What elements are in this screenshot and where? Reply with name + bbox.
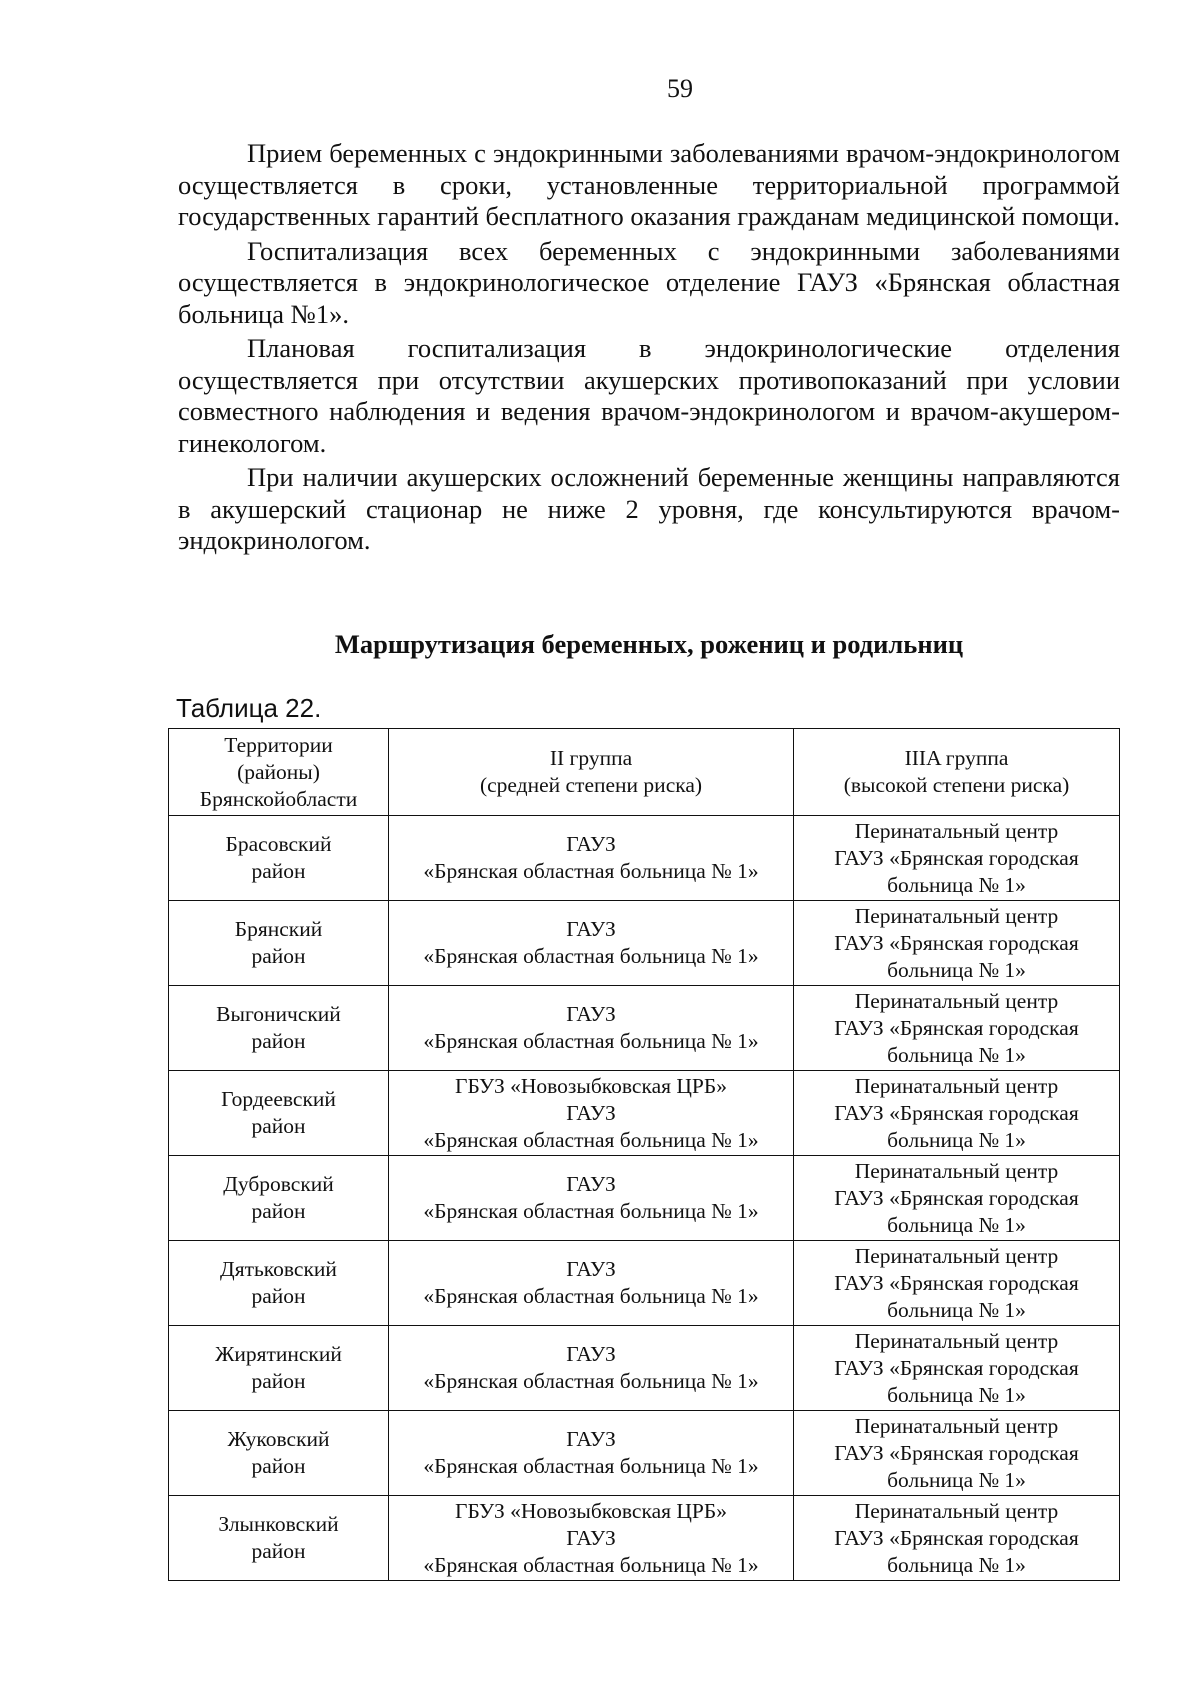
group-3a-cell — [794, 1071, 1120, 1156]
cell-line: «Брянская областная больница № 1» — [423, 859, 759, 883]
cell-line: район — [251, 1114, 306, 1138]
cell-line: Перинатальный центр — [854, 1073, 1059, 1098]
cell-line: больница № 1» — [887, 957, 1026, 982]
cell-line: Дубровский — [223, 1172, 334, 1196]
district-cell — [169, 1326, 389, 1411]
cell-line: «Брянская областная больница № 1» — [423, 1552, 759, 1577]
group-3a-cell — [794, 1496, 1120, 1581]
cell-line: ГАУЗ — [566, 1100, 616, 1125]
paragraph-obstetric-complications: При наличии акушерских осложнений беременные женщины направляются в акушерский стационар не ниже 2 уровня, где консультируются врачом-эндокринологом. — [178, 462, 1120, 555]
header-line: Территории — [224, 732, 333, 757]
cell-line: Перинатальный центр — [854, 818, 1059, 843]
cell-line: ГАУЗ «Брянская городская — [834, 1440, 1079, 1465]
paragraph-hospitalization: Госпитализация всех беременных с эндокринными заболеваниями осуществляется в эндокринологическое отделение ГАУЗ «Брянская областная больница №1». — [178, 235, 1120, 329]
cell-line: ГАУЗ «Брянская городская — [834, 1355, 1079, 1380]
cell-line: ГАУЗ «Брянская городская — [834, 845, 1079, 870]
cell-line: ГАУЗ — [566, 1257, 616, 1281]
group-3a-cell — [794, 816, 1120, 901]
cell-line: район — [251, 1539, 306, 1563]
cell-line: ГАУЗ — [566, 1525, 616, 1550]
table-row — [169, 1496, 1120, 1581]
body-text — [178, 138, 1120, 560]
cell-line: Злынковский — [218, 1512, 339, 1536]
cell-line: Гордеевский — [221, 1087, 336, 1111]
cell-line: «Брянская областная больница № 1» — [423, 1454, 759, 1478]
cell-line: больница № 1» — [887, 1212, 1026, 1237]
table-row — [169, 901, 1120, 986]
cell-line: «Брянская областная больница № 1» — [423, 1284, 759, 1308]
cell-line: Перинатальный центр — [854, 1158, 1059, 1183]
cell-line: «Брянская областная больница № 1» — [423, 1199, 759, 1223]
header-line: (высокой степени риска) — [843, 773, 1070, 797]
cell-line: район — [251, 1199, 306, 1223]
cell-line: больница № 1» — [887, 1127, 1026, 1152]
cell-line: район — [251, 1029, 306, 1053]
group-3a-cell — [794, 986, 1120, 1071]
district-cell — [169, 1496, 389, 1581]
cell-line: больница № 1» — [887, 1297, 1026, 1322]
district-cell — [169, 986, 389, 1071]
header-territories — [169, 729, 389, 816]
header-group-3a — [794, 729, 1120, 816]
cell-line: Перинатальный центр — [854, 1413, 1059, 1438]
cell-line: Брасовский — [225, 832, 332, 856]
table-row — [169, 1411, 1120, 1496]
district-cell — [169, 901, 389, 986]
group-2-cell — [389, 901, 794, 986]
group-3a-cell — [794, 1326, 1120, 1411]
group-2-cell — [389, 1156, 794, 1241]
district-cell — [169, 816, 389, 901]
cell-line: ГАУЗ — [566, 1172, 616, 1196]
cell-line: больница № 1» — [887, 1467, 1026, 1492]
group-2-cell — [389, 1071, 794, 1156]
table-row — [169, 1156, 1120, 1241]
group-3a-cell — [794, 1241, 1120, 1326]
cell-line: район — [251, 1369, 306, 1393]
cell-line: ГАУЗ «Брянская городская — [834, 1185, 1079, 1210]
paragraph-planned-hospitalization: Плановая госпитализация в эндокринологические отделения осуществляется при отсутствии акушерских противопоказаний при условии совместного наблюдения и ведения врачом-эндокринологом и врачом-акушером-гинекологом. — [178, 333, 1120, 458]
cell-line: район — [251, 859, 306, 883]
cell-line: район — [251, 1454, 306, 1478]
cell-line: ГБУЗ «Новозыбковская ЦРБ» — [455, 1073, 727, 1098]
table-row — [169, 1326, 1120, 1411]
district-cell — [169, 1241, 389, 1326]
cell-line: Перинатальный центр — [854, 1498, 1059, 1523]
header-group-2 — [389, 729, 794, 816]
district-cell — [169, 1411, 389, 1496]
cell-line: больница № 1» — [887, 872, 1026, 897]
header-line: IIIA группа — [904, 746, 1009, 770]
cell-line: ГБУЗ «Новозыбковская ЦРБ» — [455, 1498, 727, 1523]
cell-line: Перинатальный центр — [854, 988, 1059, 1013]
cell-line: Выгоничский — [216, 1002, 341, 1026]
cell-line: Перинатальный центр — [854, 1328, 1059, 1353]
cell-line: Брянский — [234, 917, 323, 941]
cell-line: ГАУЗ — [566, 832, 616, 856]
cell-line: ГАУЗ «Брянская городская — [834, 1270, 1079, 1295]
table-row — [169, 1241, 1120, 1326]
paragraph-reception: Прием беременных с эндокринными заболеваниями врачом-эндокринологом осуществляется в сроки, установленные территориальной программой государственных гарантий бесплатного оказания гражданам медицинской помощи. — [178, 138, 1120, 231]
group-3a-cell — [794, 901, 1120, 986]
cell-line: ГАУЗ — [566, 917, 616, 941]
cell-line: Перинатальный центр — [854, 1243, 1059, 1268]
table-row — [169, 1071, 1120, 1156]
cell-line: Дятьковский — [220, 1257, 337, 1281]
table-row — [169, 816, 1120, 901]
header-line: (средней степени риска) — [479, 773, 703, 797]
cell-line: ГАУЗ «Брянская городская — [834, 1015, 1079, 1040]
table-header-row — [169, 729, 1120, 816]
district-cell — [169, 1156, 389, 1241]
group-3a-cell — [794, 1411, 1120, 1496]
cell-line: «Брянская областная больница № 1» — [423, 1029, 759, 1053]
routing-table — [168, 728, 1120, 1581]
table-row — [169, 986, 1120, 1071]
group-3a-cell — [794, 1156, 1120, 1241]
group-2-cell — [389, 986, 794, 1071]
cell-line: Жуковский — [227, 1427, 330, 1451]
section-title: Маршрутизация беременных, рожениц и родильниц — [334, 629, 964, 659]
cell-line: Перинатальный центр — [854, 903, 1059, 928]
district-cell — [169, 1071, 389, 1156]
cell-line: «Брянская областная больница № 1» — [423, 944, 759, 968]
table-caption: Таблица 22. — [176, 693, 322, 723]
group-2-cell — [389, 1496, 794, 1581]
cell-line: больница № 1» — [887, 1042, 1026, 1067]
header-line: (районы) — [237, 759, 320, 784]
header-line: II группа — [549, 746, 633, 770]
cell-line: Жирятинский — [215, 1342, 342, 1366]
header-line: Брянскойобласти — [199, 786, 358, 811]
cell-line: больница № 1» — [887, 1382, 1026, 1407]
page-number: 59 — [667, 74, 693, 103]
group-2-cell — [389, 816, 794, 901]
cell-line: ГАУЗ — [566, 1427, 616, 1451]
cell-line: ГАУЗ — [566, 1002, 616, 1026]
cell-line: район — [251, 944, 306, 968]
cell-line: ГАУЗ «Брянская городская — [834, 1100, 1079, 1125]
group-2-cell — [389, 1411, 794, 1496]
group-2-cell — [389, 1326, 794, 1411]
cell-line: ГАУЗ — [566, 1342, 616, 1366]
cell-line: «Брянская областная больница № 1» — [423, 1127, 759, 1152]
cell-line: больница № 1» — [887, 1552, 1026, 1577]
cell-line: ГАУЗ «Брянская городская — [834, 930, 1079, 955]
cell-line: ГАУЗ «Брянская городская — [834, 1525, 1079, 1550]
group-2-cell — [389, 1241, 794, 1326]
cell-line: район — [251, 1284, 306, 1308]
cell-line: «Брянская областная больница № 1» — [423, 1369, 759, 1393]
